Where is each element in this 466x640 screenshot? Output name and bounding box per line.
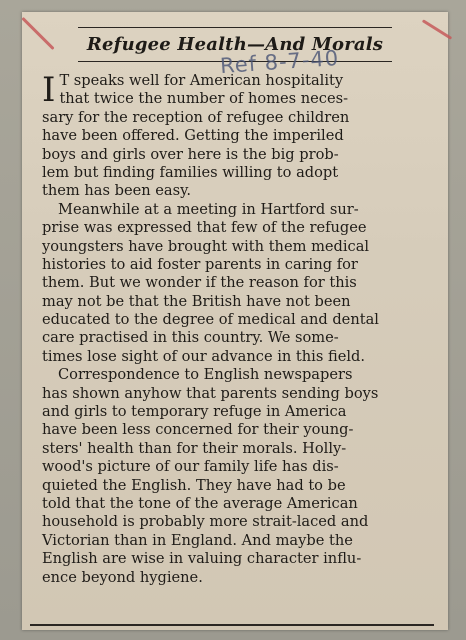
- text-line: ence beyond hygiene.: [42, 568, 203, 586]
- text-line: T speaks well for American hospitality: [59, 72, 344, 89]
- text-line: Meanwhile at a meeting in Hartford sur-: [58, 200, 359, 218]
- paragraph-2: [42, 201, 440, 367]
- text-line: them has been easy.: [42, 182, 192, 200]
- text-line: that twice the number of homes neces-: [59, 90, 349, 108]
- text-line: and girls to temporary refuge in America: [42, 403, 347, 421]
- text-line: told that the tone of the average American: [42, 494, 358, 512]
- text-line: English are wise in valuing character influ-: [42, 550, 362, 568]
- text-line: times lose sight of our advance in this field.: [42, 347, 366, 365]
- text-line: histories to aid foster parents in caring for: [42, 255, 358, 273]
- text-line: lem but finding families willing to adopt: [42, 163, 339, 181]
- text-line: boys and girls over here is the big prob-: [42, 145, 339, 163]
- text-line: youngsters have brought with them medical: [42, 237, 370, 255]
- footer-rule: [30, 624, 434, 626]
- text-line: quieted the English. They have had to be: [42, 476, 346, 494]
- text-line: have been less concerned for their young-: [42, 421, 354, 439]
- text-line: may not be that the British have not been: [42, 292, 351, 310]
- text-line: sary for the reception of refugee children: [42, 108, 350, 126]
- article-body: [42, 72, 440, 587]
- headline-rule-top: [78, 27, 392, 28]
- text-line: sters' health than for their morals. Holly-: [42, 439, 347, 457]
- handwritten-annotation: Ref 8-7-40: [219, 45, 340, 79]
- text-line: have been offered. Getting the imperiled: [42, 127, 344, 145]
- text-line: wood's picture of our family life has dis-: [42, 458, 339, 476]
- text-line: household is probably more strait-laced and: [42, 513, 369, 531]
- text-line: has shown anyhow that parents sending boys: [42, 384, 379, 402]
- drop-cap: I: [42, 70, 56, 110]
- paragraph-3: [42, 366, 440, 587]
- text-line: prise was expressed that few of the refugee: [42, 219, 367, 237]
- headline: Refugee Health—And Morals: [86, 34, 384, 55]
- paragraph-1: [42, 72, 440, 201]
- text-line: them. But we wonder if the reason for this: [42, 274, 357, 292]
- text-line: Correspondence to English newspapers: [58, 366, 353, 384]
- text-line: Victorian than in England. And maybe the: [42, 531, 353, 549]
- text-line: educated to the degree of medical and dental: [42, 311, 379, 329]
- text-line: care practised in this country. We some-: [42, 329, 339, 347]
